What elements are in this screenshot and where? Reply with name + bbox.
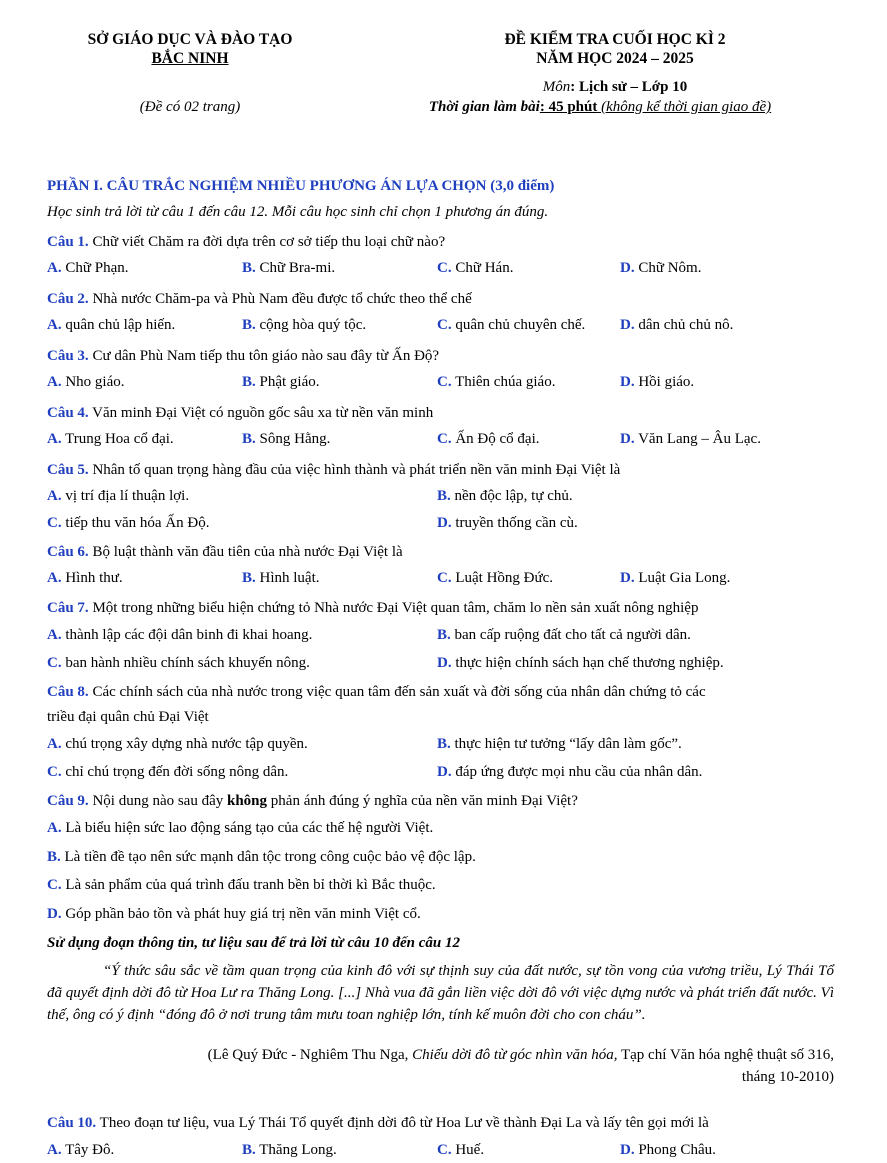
question-8-stem-cont: triều đại quân chủ Đại Việt: [47, 709, 209, 725]
option-text: nền độc lập, tự chủ.: [450, 488, 573, 504]
option-text: đáp ứng được mọi nhu cầu của nhân dân.: [451, 764, 703, 780]
question-number: Câu 1.: [47, 234, 89, 250]
option-text: tiếp thu văn hóa Ấn Độ.: [61, 515, 210, 531]
question-6-option-c[interactable]: [437, 569, 553, 587]
part1-title: PHẦN I. CÂU TRẮC NGHIỆM NHIỀU PHƯƠNG ÁN LỰA CHỌN (3,0 điểm): [47, 178, 555, 194]
option-text: ban cấp ruộng đất cho tất cả người dân.: [450, 627, 691, 643]
option-text: Hình luật.: [255, 570, 320, 586]
option-letter: B.: [242, 1142, 256, 1158]
question-number: Câu 4.: [47, 405, 89, 421]
option-text: Luật Gia Long.: [634, 570, 731, 586]
exam-title: ĐỀ KIỂM TRA CUỐI HỌC KÌ 2: [504, 31, 726, 48]
question-2-option-d[interactable]: [620, 316, 733, 334]
question-5-stem: [47, 461, 847, 479]
option-letter: B.: [47, 849, 61, 865]
option-text: Là tiền đề tạo nên sức mạnh dân tộc trong công cuộc bảo vệ độc lập.: [60, 849, 476, 865]
question-1-option-a[interactable]: [47, 259, 128, 277]
question-text: Một trong những biểu hiện chứng tỏ Nhà nước Đại Việt quan tâm, chăm lo nền sản xuất nông nghiệp: [88, 600, 699, 616]
question-number: Câu 6.: [47, 544, 89, 560]
option-text: Luật Hồng Đức.: [451, 570, 554, 586]
question-number: Câu 8.: [47, 684, 89, 700]
option-text: Là sản phẩm của quá trình đấu tranh bền bỉ thời kì Bắc thuộc.: [61, 877, 436, 893]
option-text: Chữ Bra-mi.: [255, 260, 336, 276]
question-text: phản ánh đúng ý nghĩa của nền văn minh Đại Việt?: [267, 793, 578, 809]
question-9-option-a[interactable]: [47, 819, 433, 837]
option-text: thành lập các đội dân binh đi khai hoang.: [61, 627, 313, 643]
question-text: Nhà nước Chăm-pa và Phù Nam đều được tổ chức theo thể chế: [88, 291, 472, 307]
question-10-stem: [47, 1114, 847, 1132]
question-number: Câu 5.: [47, 462, 89, 478]
question-10-option-b[interactable]: [242, 1141, 337, 1159]
question-1-stem: [47, 233, 847, 251]
school-year: NĂM HỌC 2024 – 2025: [536, 50, 694, 67]
option-letter: D.: [620, 570, 635, 586]
option-text: Chữ Phạn.: [61, 260, 129, 276]
question-9-stem: [47, 792, 847, 810]
question-9-option-b[interactable]: [47, 848, 476, 866]
time-label: Thời gian làm bài: [428, 99, 540, 115]
option-text: Phật giáo.: [255, 374, 320, 390]
question-3-stem: [47, 347, 847, 365]
option-letter: B.: [242, 374, 256, 390]
question-10-option-d[interactable]: [620, 1141, 716, 1159]
question-9-option-c[interactable]: [47, 876, 436, 894]
question-4-option-a[interactable]: [47, 430, 174, 448]
option-text: cộng hòa quý tộc.: [255, 317, 367, 333]
option-letter: C.: [47, 764, 62, 780]
question-1-option-d[interactable]: [620, 259, 701, 277]
question-text: Cư dân Phù Nam tiếp thu tôn giáo nào sau đây từ Ấn Độ?: [88, 348, 440, 364]
option-letter: D.: [437, 655, 452, 671]
option-text: Là biểu hiện sức lao động sáng tạo của các thế hệ người Việt.: [61, 820, 434, 836]
question-1-option-b[interactable]: [242, 259, 335, 277]
question-2-option-b[interactable]: [242, 316, 366, 334]
option-letter: D.: [437, 515, 452, 531]
question-text: Bộ luật thành văn đầu tiên của nhà nước Đại Việt là: [88, 544, 403, 560]
option-letter: B.: [242, 260, 256, 276]
option-letter: D.: [47, 906, 62, 922]
option-text: vị trí địa lí thuận lợi.: [61, 488, 190, 504]
option-letter: D.: [437, 764, 452, 780]
option-letter: D.: [620, 317, 635, 333]
question-8-option-d[interactable]: [437, 763, 702, 781]
option-text: quân chủ chuyên chế.: [451, 317, 586, 333]
option-text: Hình thư.: [61, 570, 123, 586]
option-letter: C.: [437, 431, 452, 447]
time-note: (không kể thời gian giao đề): [597, 99, 772, 115]
question-text: Nhân tố quan trọng hàng đầu của việc hình thành và phát triển nền văn minh Đại Việt là: [88, 462, 621, 478]
option-text: thực hiện chính sách hạn chế thương nghiệp.: [451, 655, 724, 671]
question-3-option-c[interactable]: [437, 373, 555, 391]
option-text: truyền thống cần cù.: [451, 515, 578, 531]
option-text: dân chủ chủ nô.: [634, 317, 734, 333]
question-5-option-a[interactable]: [47, 487, 189, 505]
citation-authors: (Lê Quý Đức - Nghiêm Thu Nga,: [207, 1047, 413, 1063]
subject-label: Môn: [542, 79, 571, 95]
option-letter: C.: [437, 1142, 452, 1158]
question-3-option-d[interactable]: [620, 373, 694, 391]
subject-value: : Lịch sử – Lớp 10: [570, 79, 688, 95]
subject-line: [360, 78, 870, 96]
question-4-option-c[interactable]: [437, 430, 540, 448]
question-text: Chữ viết Chăm ra đời dựa trên cơ sở tiếp thu loại chữ nào?: [88, 234, 446, 250]
option-letter: A.: [47, 1142, 62, 1158]
option-letter: C.: [47, 877, 62, 893]
option-letter: C.: [437, 260, 452, 276]
source-citation: [47, 1044, 834, 1088]
question-4-option-d[interactable]: [620, 430, 761, 448]
option-letter: B.: [242, 431, 256, 447]
question-number: Câu 9.: [47, 793, 89, 809]
question-5-option-b[interactable]: [437, 487, 573, 505]
citation-title: Chiếu dời đô từ góc nhìn văn hóa,: [412, 1047, 618, 1063]
option-letter: C.: [47, 655, 62, 671]
option-text: Chữ Nôm.: [634, 260, 702, 276]
question-7-option-b[interactable]: [437, 626, 691, 644]
question-number: Câu 10.: [47, 1115, 97, 1131]
option-letter: B.: [242, 317, 256, 333]
option-letter: A.: [47, 820, 62, 836]
question-2-option-c[interactable]: [437, 316, 585, 334]
question-5-option-c[interactable]: [47, 514, 209, 532]
option-letter: D.: [620, 431, 635, 447]
option-text: Văn Lang – Âu Lạc.: [634, 431, 761, 447]
question-9-option-d[interactable]: [47, 905, 421, 923]
option-text: Góp phần bảo tồn và phát huy giá trị nền văn minh Việt cổ.: [61, 906, 421, 922]
option-text: Sông Hằng.: [255, 431, 331, 447]
question-emphasis: không: [227, 793, 268, 809]
source-heading: Sử dụng đoạn thông tin, tư liệu sau để trả lời từ câu 10 đến câu 12: [47, 935, 461, 951]
exam-title-block: [360, 30, 870, 68]
question-7-option-c[interactable]: [47, 654, 310, 672]
option-text: Trung Hoa cổ đại.: [61, 431, 174, 447]
question-3-option-b[interactable]: [242, 373, 320, 391]
source-quote: “Ý thức sâu sắc về tầm quan trọng của kinh đô với sự thịnh suy của đất nước, sự tồn vong của vương triều, Lý Thái Tổ đã quyết định dời đô từ Hoa Lư ra Thăng Long. [...] Nhà vua đã gắn liền việc dời đô với việc dựng nước và phát triển đất nước. Vì thế, ông có ý định “đóng đô ở nơi trung tâm mưu toan nghiệp lớn, tính kế muôn đời cho con cháu”.: [47, 963, 834, 1023]
option-letter: D.: [620, 374, 635, 390]
question-4-stem: [47, 404, 847, 422]
question-10-option-c[interactable]: [437, 1141, 484, 1159]
option-letter: C.: [437, 374, 452, 390]
question-3-option-a[interactable]: [47, 373, 125, 391]
option-letter: C.: [47, 515, 62, 531]
question-8-stem: [47, 683, 847, 701]
option-text: Thiên chúa giáo.: [451, 374, 556, 390]
question-number: Câu 2.: [47, 291, 89, 307]
option-letter: B.: [437, 488, 451, 504]
option-text: chú trọng xây dựng nhà nước tập quyền.: [61, 736, 308, 752]
option-text: thực hiện tư tưởng “lấy dân làm gốc”.: [450, 736, 682, 752]
question-7-option-d[interactable]: [437, 654, 724, 672]
question-6-stem: [47, 543, 847, 561]
citation-date: tháng 10-2010): [741, 1069, 834, 1085]
question-2-stem: [47, 290, 847, 308]
question-8-option-c[interactable]: [47, 763, 288, 781]
question-text: Theo đoạn tư liệu, vua Lý Thái Tổ quyết định dời đô từ Hoa Lư về thành Đại La và lấy tên gọi mới là: [96, 1115, 709, 1131]
time-line: [330, 98, 870, 116]
question-2-option-a[interactable]: [47, 316, 175, 334]
question-number: Câu 7.: [47, 600, 89, 616]
option-text: Hồi giáo.: [634, 374, 695, 390]
option-letter: A.: [47, 736, 62, 752]
question-8-option-a[interactable]: [47, 735, 308, 753]
question-6-option-a[interactable]: [47, 569, 123, 587]
question-7-stem: [47, 599, 847, 617]
option-letter: D.: [620, 260, 635, 276]
issuer-province: BẮC NINH: [151, 50, 229, 67]
option-text: Chữ Hán.: [451, 260, 514, 276]
question-5-option-d[interactable]: [437, 514, 578, 532]
option-text: chỉ chú trọng đến đời sống nông dân.: [61, 764, 289, 780]
question-number: Câu 3.: [47, 348, 89, 364]
question-text: Nội dung nào sau đây: [88, 793, 227, 809]
pages-note: (Đề có 02 trang): [139, 99, 241, 115]
issuer-dept: SỞ GIÁO DỤC VÀ ĐÀO TẠO: [87, 31, 293, 48]
issuer-block: [40, 30, 340, 68]
option-letter: A.: [47, 570, 62, 586]
option-text: Ấn Độ cổ đại.: [451, 431, 540, 447]
option-text: Tây Đô.: [61, 1142, 115, 1158]
option-text: Nho giáo.: [61, 374, 125, 390]
question-8-option-b[interactable]: [437, 735, 682, 753]
citation-journal: Tạp chí Văn hóa nghệ thuật số 316,: [617, 1047, 834, 1063]
question-6-option-b[interactable]: [242, 569, 320, 587]
option-letter: B.: [437, 627, 451, 643]
option-letter: A.: [47, 431, 62, 447]
option-letter: A.: [47, 488, 62, 504]
question-10-option-a[interactable]: [47, 1141, 114, 1159]
option-letter: B.: [242, 570, 256, 586]
question-6-option-d[interactable]: [620, 569, 730, 587]
option-letter: A.: [47, 317, 62, 333]
question-1-option-c[interactable]: [437, 259, 513, 277]
option-letter: C.: [437, 570, 452, 586]
option-text: Huế.: [451, 1142, 485, 1158]
option-text: ban hành nhiều chính sách khuyến nông.: [61, 655, 310, 671]
part1-instruction: Học sinh trả lời từ câu 1 đến câu 12. Mỗi câu học sinh chỉ chọn 1 phương án đúng.: [47, 204, 549, 220]
option-letter: B.: [437, 736, 451, 752]
option-letter: C.: [437, 317, 452, 333]
time-value: : 45 phút: [539, 99, 598, 115]
question-7-option-a[interactable]: [47, 626, 312, 644]
option-letter: A.: [47, 374, 62, 390]
question-4-option-b[interactable]: [242, 430, 330, 448]
option-text: Thăng Long.: [255, 1142, 337, 1158]
question-text: Văn minh Đại Việt có nguồn gốc sâu xa từ nền văn minh: [88, 405, 434, 421]
option-letter: D.: [620, 1142, 635, 1158]
option-letter: A.: [47, 260, 62, 276]
option-text: quân chủ lập hiến.: [61, 317, 176, 333]
option-letter: A.: [47, 627, 62, 643]
option-text: Phong Châu.: [634, 1142, 716, 1158]
question-text: Các chính sách của nhà nước trong việc quan tâm đến sản xuất và đời sống của nhân dân chứng tỏ các: [88, 684, 706, 700]
